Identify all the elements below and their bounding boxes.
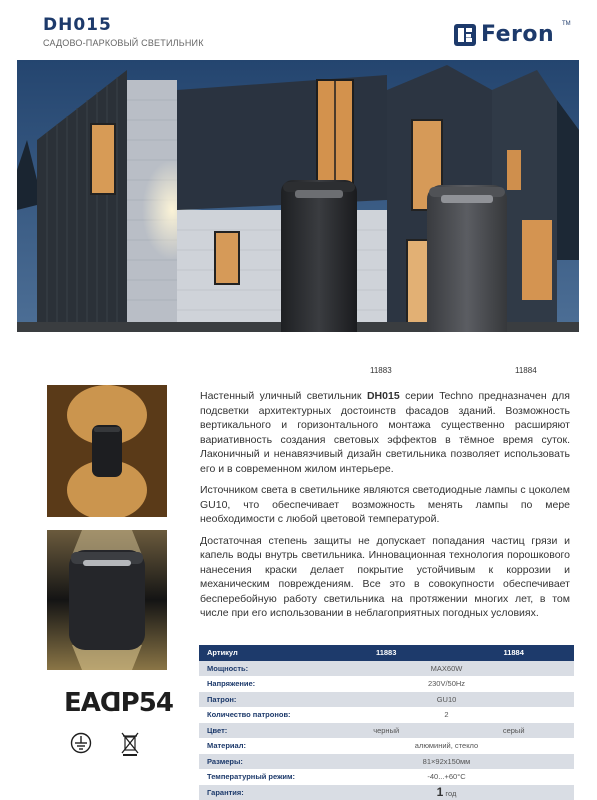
specs-header-col2: 11884 xyxy=(453,645,574,661)
brand-name: Feron xyxy=(481,22,555,47)
spec-row-power: Мощность: MAX60W xyxy=(199,661,574,677)
warranty-unit: год xyxy=(443,789,457,799)
page-header xyxy=(0,0,597,60)
feron-logo xyxy=(454,22,554,47)
spec-row-socket-count: Количество патронов: 2 xyxy=(207,710,449,720)
spec-row-socket: Патрон: GU10 xyxy=(199,692,574,708)
specs-table xyxy=(199,645,574,800)
product-2-article: 11884 xyxy=(515,366,537,375)
lamp-night-photo xyxy=(47,385,167,517)
description-paragraph-1: Настенный уличный светильник DH015 серии Techno предназначен для подсветки архитектурных достоинств фасадов зданий. Возможность вертикального и горизонтального монтажа существенно расширяют вариативность создания световых эффектов в тёмное время суток. Лаконичный и ненавязчивый дизайн светильника позволяет использовать его и в современном жилом интерьере. xyxy=(200,390,570,475)
spec-row-voltage: Напряжение: 230V/50Hz xyxy=(207,679,466,689)
product-subtitle: САДОВО-ПАРКОВЫЙ СВЕТИЛЬНИК xyxy=(43,38,204,48)
feron-logo-icon xyxy=(454,24,476,46)
certifications xyxy=(64,688,174,788)
eac-mark: EAC xyxy=(64,688,118,718)
weee-bin-icon xyxy=(120,730,140,756)
ground-symbol-icon xyxy=(70,732,92,754)
spec-row-temperature: Температурный режим: -40...+60°С xyxy=(207,772,466,782)
warranty-years: 1 xyxy=(436,785,444,800)
specs-header-row xyxy=(199,645,574,661)
hero-photo xyxy=(17,60,579,332)
description-paragraph-2: Источником света в светильнике являются светодиодные лампы с цоколем GU10, что обеспечивает возможность менять лампы по мере необходимости с любой цветовой температурой. xyxy=(200,484,570,525)
trademark-mark: TM xyxy=(562,21,571,27)
product-1-article: 11883 xyxy=(370,366,392,375)
specs-header-label: Артикул xyxy=(199,645,319,661)
spec-row-dimensions: Размеры: 81×92х150мм xyxy=(199,754,574,770)
spec-row-color: Цвет: черный серый xyxy=(199,723,574,739)
model-title: DH015 xyxy=(43,15,112,35)
spec-row-warranty: Гарантия: 1 год xyxy=(199,785,574,800)
spec-row-material: Материал: алюминий, стекло xyxy=(207,741,479,751)
product-11884-render xyxy=(427,185,507,332)
specs-header-col1: 11883 xyxy=(319,645,453,661)
description-paragraph-3: Достаточная степень защиты не допускает попадания частиц грязи и капель воды внутрь светильника. Инновационная технология порошкового нанесения краски делает покрытие устойчивым к коррозии и механическим повреждениям. Все это в совокупности обеспечивает бесперебойную работу светильника на протяжении многих лет, в том числе при его использовании в неблагоприятных погодных условиях. xyxy=(200,534,570,619)
lamp-closeup-photo xyxy=(47,530,167,670)
product-description xyxy=(200,389,570,628)
ip-rating: IP54 xyxy=(112,688,173,718)
product-11883-render xyxy=(281,180,357,332)
